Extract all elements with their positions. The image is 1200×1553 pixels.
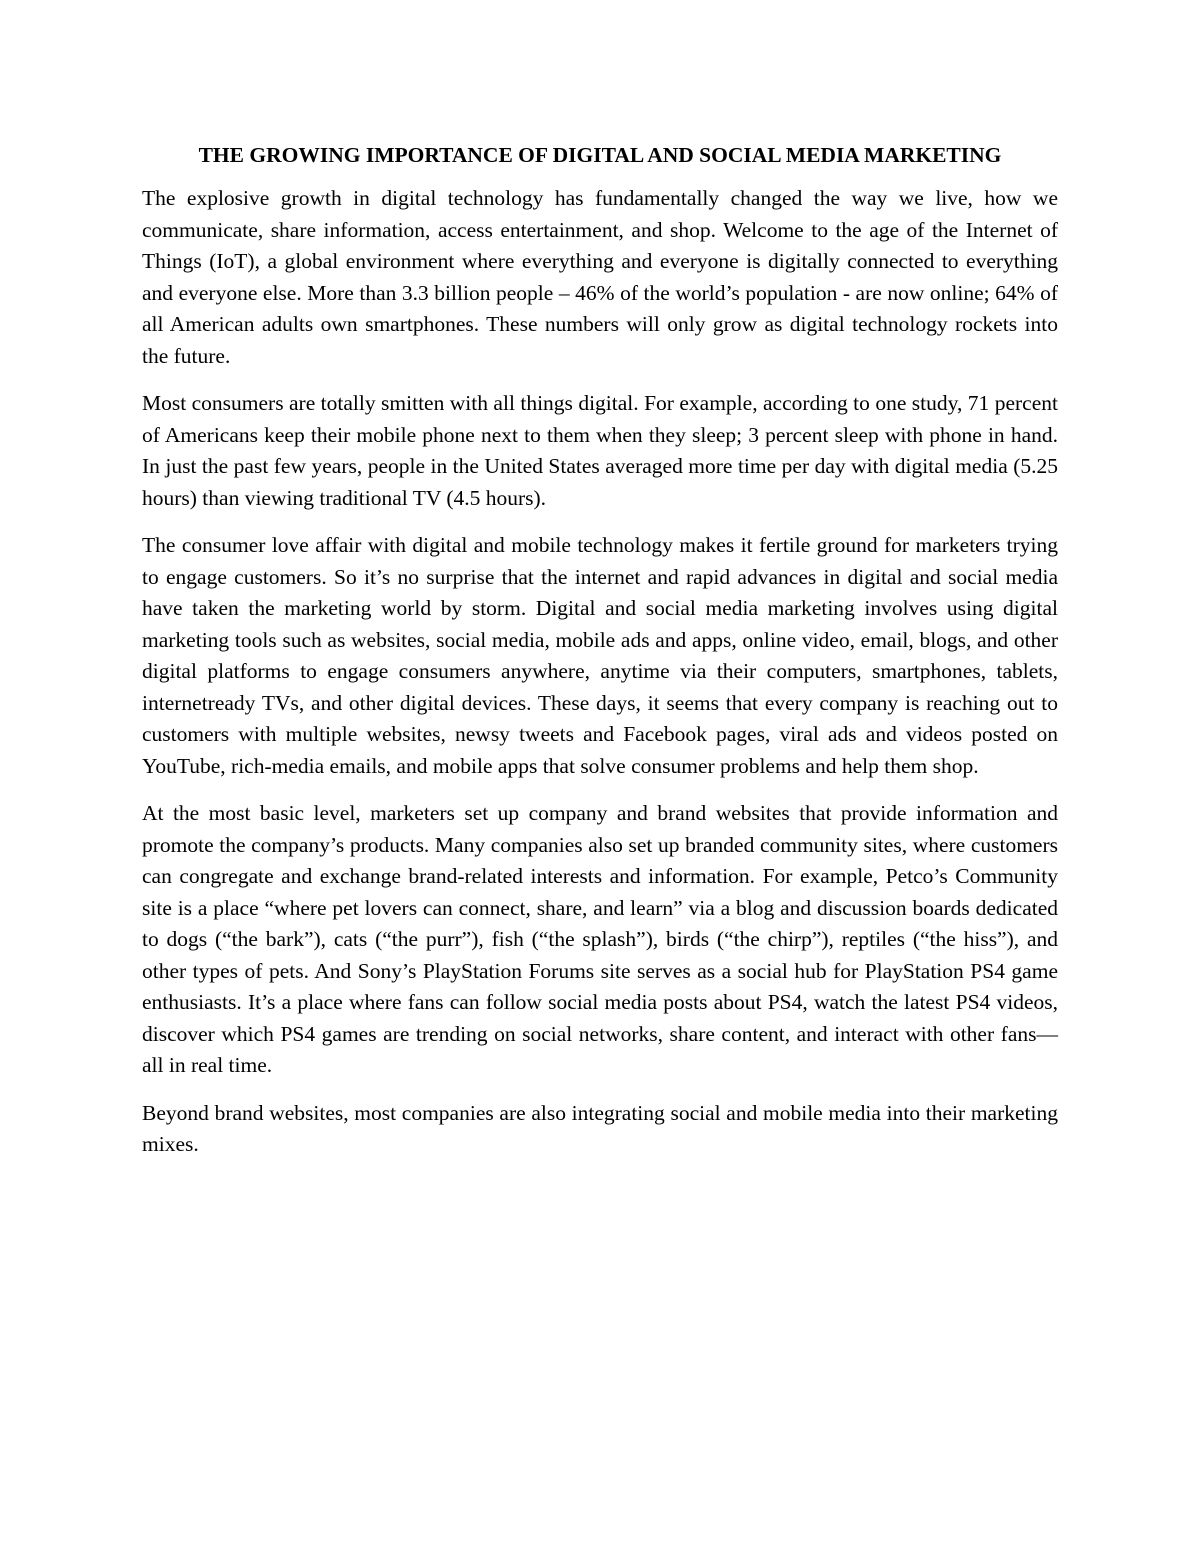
paragraph-3: The consumer love affair with digital and mobile technology makes it fertile ground for marketers trying to engage customers. So it’s no surprise that the internet and rapid advances in digital and social media have taken the marketing world by storm. Digital and social media marketing involves using digital marketing tools such as websites, social media, mobile ads and apps, online video, email, blogs, and other digital platforms to engage consumers anywhere, anytime via their computers, smartphones, tablets, internetready TVs, and other digital devices. These days, it seems that every company is reaching out to customers with multiple websites, newsy tweets and Facebook pages, viral ads and videos posted on YouTube, rich-media emails, and mobile apps that solve consumer problems and help them shop. [142, 533, 1058, 778]
paragraph-4: At the most basic level, marketers set up company and brand websites that provide information and promote the company’s products. Many companies also set up branded community sites, where customers can congregate and exchange brand-related interests and information. For example, Petco’s Community site is a place “where pet lovers can connect, share, and learn” via a blog and discussion boards dedicated to dogs (“the bark”), cats (“the purr”), fish (“the splash”), birds (“the chirp”), reptiles (“the hiss”), and other types of pets. And Sony’s PlayStation Forums site serves as a social hub for PlayStation PS4 game enthusiasts. It’s a place where fans can follow social media posts about PS4, watch the latest PS4 videos, discover which PS4 games are trending on social networks, share content, and interact with other fans—all in real time. [142, 801, 1058, 1077]
paragraph-1: The explosive growth in digital technology has fundamentally changed the way we live, how we communicate, share information, access entertainment, and shop. Welcome to the age of the Internet of Things (IoT), a global environment where everything and everyone is digitally connected to everything and everyone else. More than 3.3 billion people – 46% of the world’s population - are now online; 64% of all American adults own smartphones. These numbers will only grow as digital technology rockets into the future. [142, 186, 1058, 368]
paragraph-2: Most consumers are totally smitten with all things digital. For example, according to one study, 71 percent of Americans keep their mobile phone next to them when they sleep; 3 percent sleep with phone in hand. In just the past few years, people in the United States averaged more time per day with digital media (5.25 hours) than viewing traditional TV (4.5 hours). [142, 391, 1058, 510]
document-page [142, 140, 1058, 1177]
paragraph-5: Beyond brand websites, most companies are also integrating social and mobile media into their marketing mixes. [142, 1100, 1058, 1156]
document-title: THE GROWING IMPORTANCE OF DIGITAL AND SOCIAL MEDIA MARKETING [198, 143, 1002, 167]
